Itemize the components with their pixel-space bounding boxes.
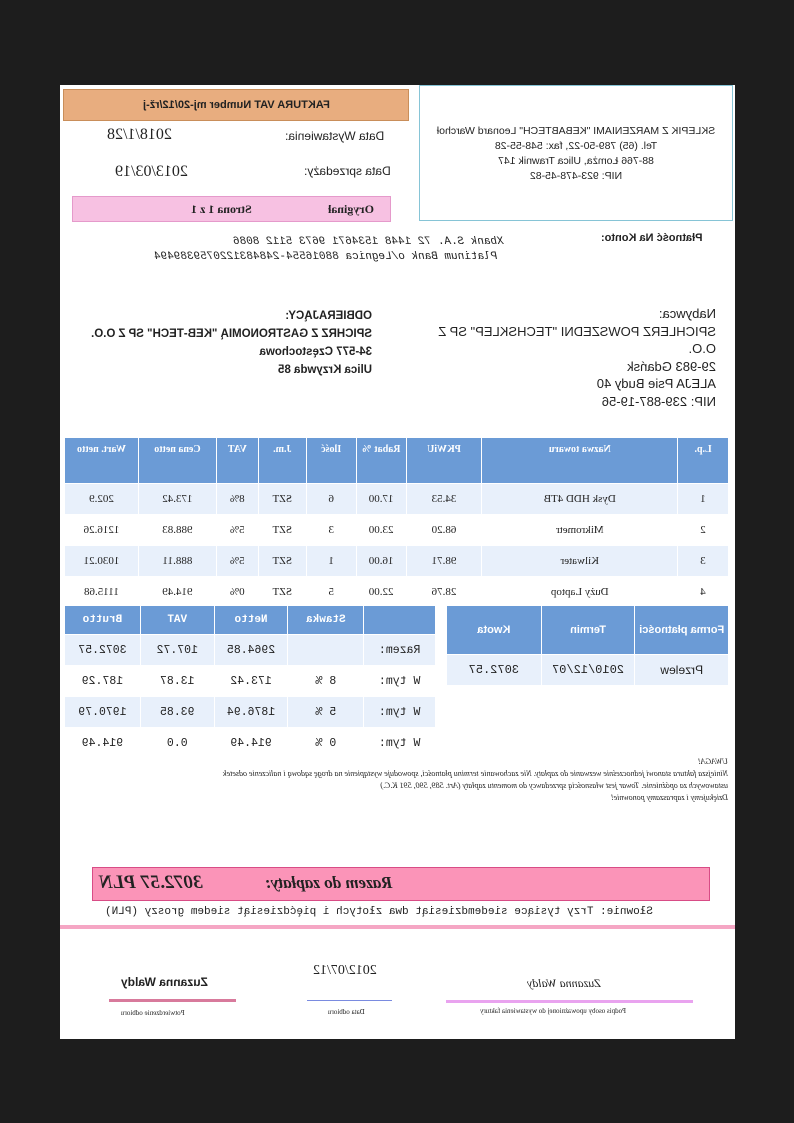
cell: 4 xyxy=(678,577,729,608)
table-row xyxy=(65,515,729,546)
table-row xyxy=(65,697,436,728)
cell: 3 xyxy=(678,546,729,577)
col-unit: J.m. xyxy=(258,438,306,484)
cell: 0 % xyxy=(288,728,364,759)
table-row xyxy=(65,484,729,515)
cell xyxy=(288,635,364,666)
notes-line-2: ustawowych za opóźnienie. Towar jest własnością sprzedawcy do momentu zapłaty (Art. 589, 590, 591 K.C.) xyxy=(380,781,728,790)
receiver-city: 34-577 Częstochowa xyxy=(259,346,372,358)
cell: 187.29 xyxy=(65,666,141,697)
cell: Mikrometr xyxy=(482,515,678,546)
cell: 5% xyxy=(216,546,258,577)
cell: 0.0 xyxy=(140,728,214,759)
receiver-name: SPICHRZ Z GASTRONOMIĄ "KEB-TECH" SP Z O.O. xyxy=(91,328,372,340)
cell: 6 xyxy=(306,484,356,515)
seller-nip: NIP: 923-478-45-82 xyxy=(529,170,623,182)
issuer-signature: Zuzanna Waldy xyxy=(527,976,601,990)
total-box xyxy=(92,867,710,901)
seller-address: 88-766 Łomża, Ulica Trawnik 147 xyxy=(498,155,654,167)
receipt-date: 2012/07/12 xyxy=(313,963,377,978)
cell: 8 % xyxy=(288,666,364,697)
cell: 98.71 xyxy=(406,546,482,577)
col-vat: VAT xyxy=(216,438,258,484)
col-due-date: Termin xyxy=(541,606,635,655)
col-name: Nazwa towaru xyxy=(482,438,678,484)
col-discount: Rabat % xyxy=(356,438,406,484)
table-row xyxy=(65,666,436,697)
payment-table xyxy=(446,605,729,686)
notes-line-3: Dziękujemy i zapraszamy ponownie! xyxy=(610,793,728,802)
cell: 3072.57 xyxy=(65,635,141,666)
col-gross: Brutto xyxy=(65,606,141,635)
cell: SZT xyxy=(258,546,306,577)
notes-line-1: Niniejsza faktura stanowi jednocześnie wezwanie do zapłaty. Nie zachowanie terminu płatności, spowoduje wystąpienie na drogę sądową i naliczenie odsetek xyxy=(223,769,728,778)
buyer-name-1: SPICHLERZ POWSZEDNI "TECHSKLEP" SP Z xyxy=(438,323,716,339)
cell: 914.49 xyxy=(65,728,141,759)
cell: 173.42 xyxy=(214,666,288,697)
buyer-city: 29-983 Gdańsk xyxy=(627,358,716,374)
receiver-street: Ulica Krzywda 85 xyxy=(278,364,372,376)
sale-date-label: Data sprzedaży: xyxy=(304,164,391,178)
seller-name: SKLEPIK Z MARZENIAMI "KEBABTECH" Leonard Warchoł xyxy=(436,125,716,137)
cell: W tym: xyxy=(364,728,436,759)
col-lp: L.p. xyxy=(678,438,729,484)
cell: SZT xyxy=(258,577,306,608)
cell: Kilwater xyxy=(482,546,678,577)
date-caption: Data odbioru xyxy=(328,1008,365,1016)
receiver-title: ODBIERAJĄCY: xyxy=(285,310,372,322)
cell: Przelew xyxy=(635,655,729,686)
cell: 93.85 xyxy=(140,697,214,728)
cell: 2 xyxy=(678,515,729,546)
bank-line-1: Xbank S.A. 72 1448 1534671 9673 5112 8086 xyxy=(233,236,504,248)
cell: 3072.57 xyxy=(447,655,542,686)
table-row xyxy=(65,546,729,577)
table-row xyxy=(65,577,729,608)
invoice-title: FAKTURA VAT Number mj-20/12/rž-j xyxy=(142,99,330,111)
cell: 68.20 xyxy=(406,515,482,546)
col-pkwiu: PKWiU xyxy=(406,438,482,484)
cell: 3 xyxy=(306,515,356,546)
issuer-signature-line xyxy=(446,1000,693,1003)
cell: 888.11 xyxy=(138,546,216,577)
buyer-nip: NIP: 239-887-19-56 xyxy=(601,393,716,409)
cell: W tym: xyxy=(364,666,436,697)
bank-line-2: Platinum Bank o/Legnica 88016554-2484831220759389494 xyxy=(154,251,498,263)
cell: 22.00 xyxy=(356,577,406,608)
cell: 173.42 xyxy=(138,484,216,515)
col-net: Netto xyxy=(214,606,288,635)
issue-date-label: Data Wystawienia: xyxy=(285,129,385,143)
cell: W tym: xyxy=(364,697,436,728)
invoice-title-box xyxy=(63,89,409,121)
invoice-page xyxy=(60,85,735,1039)
buyer-block xyxy=(438,305,716,410)
cell: 2010/12/07 xyxy=(541,655,635,686)
cell: 2964.85 xyxy=(214,635,288,666)
cell: 1216.26 xyxy=(65,515,139,546)
items-header-row xyxy=(65,438,729,484)
cell: 28.76 xyxy=(406,577,482,608)
cell: Dysk HDD 4TB xyxy=(482,484,678,515)
col-blank xyxy=(364,606,436,635)
total-label: Razem do zapłaty: xyxy=(265,873,393,892)
date-line xyxy=(307,1000,392,1001)
original-box xyxy=(72,196,391,222)
cell: 107.72 xyxy=(140,635,214,666)
cell: 914.49 xyxy=(214,728,288,759)
cell: 16.00 xyxy=(356,546,406,577)
payment-header-row xyxy=(447,606,729,655)
col-qty: Ilość xyxy=(306,438,356,484)
seller-info xyxy=(420,124,732,184)
col-amount: Kwota xyxy=(447,606,542,655)
col-payment-form: Forma płatności xyxy=(635,606,729,655)
col-rate: Stawka xyxy=(288,606,364,635)
table-row xyxy=(65,635,436,666)
cell: 1030.21 xyxy=(65,546,139,577)
buyer-title: Nabywca: xyxy=(658,306,716,321)
page-number: Strona 1 z 1 xyxy=(191,202,252,216)
notes-block xyxy=(88,756,728,804)
cell: 13.87 xyxy=(140,666,214,697)
cell: 1 xyxy=(306,546,356,577)
issue-date-value: 2018/1/28 xyxy=(107,126,172,143)
buyer-name-2: O.O. xyxy=(688,341,716,356)
buyer-street: ALEJA Psie Budy 40 xyxy=(596,376,716,391)
cell: 0% xyxy=(216,577,258,608)
cell: 988.83 xyxy=(138,515,216,546)
total-in-words: Słownie: Trzy tysiące siedemdziesiąt dwa złotych i pięćdziesiąt siedem groszy (PLN) xyxy=(105,906,653,918)
seller-phone: Tel. (65) 789-50-22, fax: 548-55-28 xyxy=(494,140,658,152)
col-net-price: Cena netto xyxy=(138,438,216,484)
cell: 5% xyxy=(216,515,258,546)
cell: 5 % xyxy=(288,697,364,728)
items-table xyxy=(64,437,729,608)
cell: 914.49 xyxy=(138,577,216,608)
total-value: 3072.57 PLN xyxy=(99,872,203,893)
cell: 1 xyxy=(678,484,729,515)
cell: 1970.79 xyxy=(65,697,141,728)
receiver-caption: Potwierdzenie odbioru xyxy=(121,1009,185,1017)
cell: 23.00 xyxy=(356,515,406,546)
notes-title: UWAGA! xyxy=(697,757,728,766)
vat-summary-table xyxy=(64,605,436,759)
col-net-value: Wart. netto xyxy=(65,438,139,484)
divider-line xyxy=(60,925,735,929)
sale-date-value: 2013/03/19 xyxy=(115,163,188,180)
cell: SZT xyxy=(258,484,306,515)
cell: 202.9 xyxy=(65,484,139,515)
cell: 8% xyxy=(216,484,258,515)
cell: 34.53 xyxy=(406,484,482,515)
cell: 5 xyxy=(306,577,356,608)
cell: 1115.68 xyxy=(65,577,139,608)
receiver-block xyxy=(80,307,372,379)
col-vat: VAT xyxy=(140,606,214,635)
cell: SZT xyxy=(258,515,306,546)
cell: 1876.94 xyxy=(214,697,288,728)
summary-header-row xyxy=(65,606,436,635)
cell: Duży Laptop xyxy=(482,577,678,608)
table-row xyxy=(65,728,436,759)
receiver-signature-line xyxy=(109,999,236,1002)
seller-box xyxy=(419,85,733,221)
table-row xyxy=(447,655,729,686)
issuer-caption: Podpis osoby upoważnionej do wystawienia faktury xyxy=(480,1007,627,1015)
receiver-signature: Zuzanna Waldy xyxy=(121,975,208,989)
original-label: Oryginał xyxy=(328,202,375,216)
cell: 17.00 xyxy=(356,484,406,515)
bank-label: Płatność Na Konto: xyxy=(601,232,703,244)
cell: Razem: xyxy=(364,635,436,666)
